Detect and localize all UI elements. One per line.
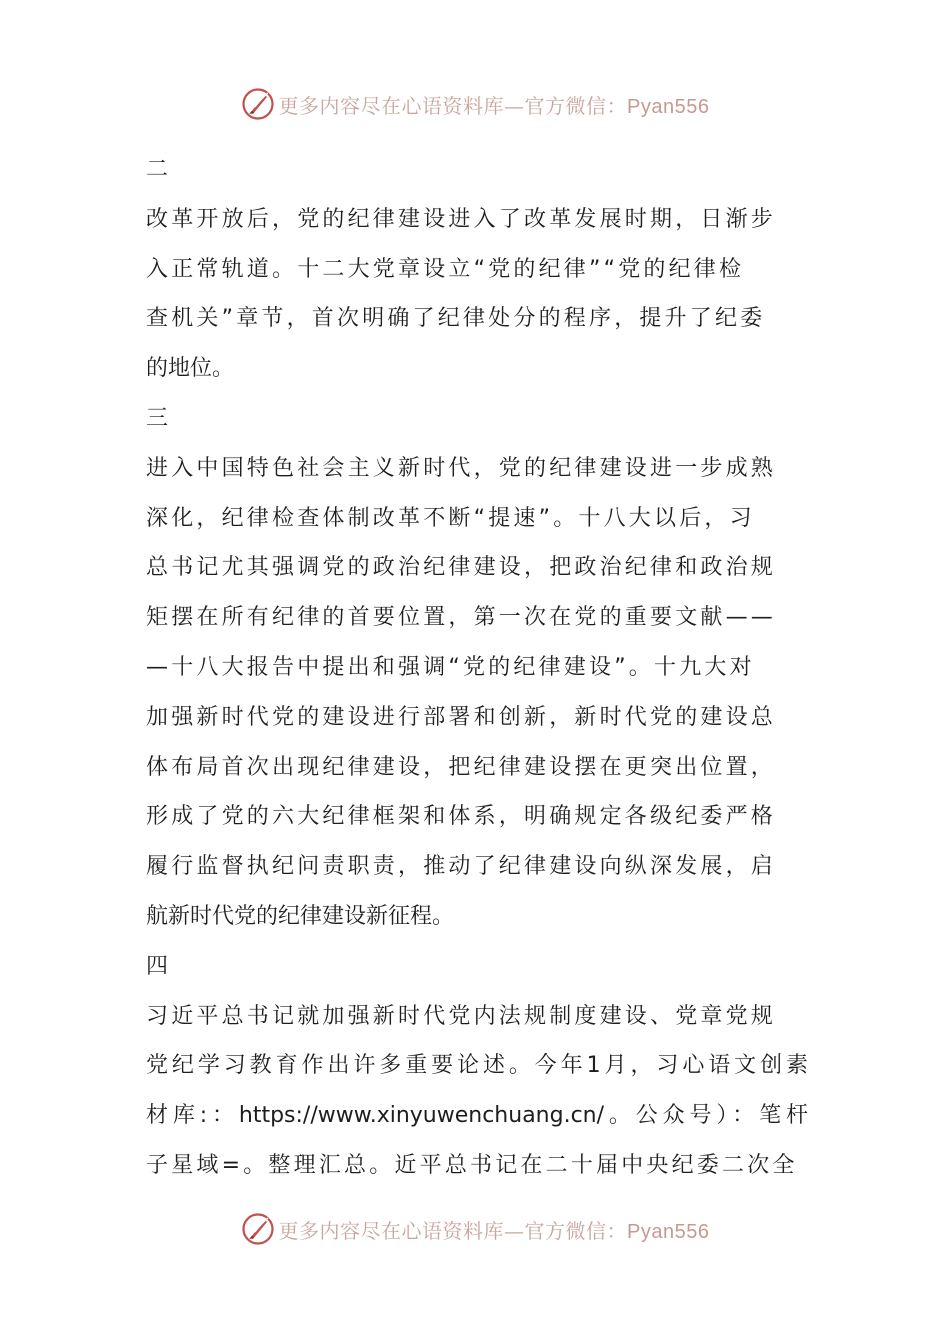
paragraph-line: —十八大报告中提出和强调“党的纪律建设”。十九大对 — [146, 654, 755, 680]
paragraph-line: 入正常轨道。十二大党章设立“党的纪律”“党的纪律检 — [146, 256, 745, 282]
header-watermark-banner — [0, 84, 950, 124]
paragraph-line: 的地位。 — [146, 356, 235, 382]
paragraph-line: 查机关”章节，首次明确了纪律处分的程序，提升了纪委 — [146, 306, 766, 332]
paragraph-line: 航新时代党的纪律建设新征程。 — [146, 903, 455, 929]
header-banner-text: 更多内容尽在心语资料库—官方微信：Pyan556 — [278, 93, 710, 118]
paragraph-line: 改革开放后，党的纪律建设进入了改革发展时期，日渐步 — [146, 206, 777, 232]
paragraph-line: 履行监督执纪问责职责，推动了纪律建设向纵深发展，启 — [146, 854, 777, 880]
quill-logo-icon — [241, 87, 275, 121]
quill-logo-icon — [241, 1212, 275, 1246]
paragraph-line: 总书记尤其强调党的政治纪律建设，把政治纪律和政治规 — [146, 555, 777, 581]
paragraph-line: 材库:：https://www.xinyuwenchuang.cn/。公众号）：笔杆 — [146, 1103, 808, 1129]
footer-banner-wechat-id: Pyan556 — [627, 1220, 710, 1243]
section-number: 二 — [146, 157, 169, 182]
footer-watermark-banner — [0, 1209, 950, 1249]
paragraph-line: 形成了党的六大纪律框架和体系，明确规定各级纪委严格 — [146, 804, 777, 830]
footer-banner-text: 更多内容尽在心语资料库—官方微信：Pyan556 — [278, 1218, 710, 1243]
header-banner-wechat-id: Pyan556 — [627, 95, 710, 118]
paragraph-line: 子星域=。整理汇总。近平总书记在二十届中央纪委二次全 — [146, 1152, 798, 1178]
paragraph-line: 矩摆在所有纪律的首要位置，第一次在党的重要文献—— — [146, 605, 777, 631]
paragraph-line: 进入中国特色社会主义新时代，党的纪律建设进一步成熟 — [146, 455, 777, 481]
paragraph-line: 党纪学习教育作出许多重要论述。今年1月，习心语文创素 — [146, 1053, 808, 1079]
paragraph-line: 加强新时代党的建设进行部署和创新，新时代党的建设总 — [146, 704, 777, 730]
section-number: 四 — [146, 953, 169, 979]
paragraph-line: 习近平总书记就加强新时代党内法规制度建设、党章党规 — [146, 1003, 777, 1029]
document-body — [146, 145, 808, 1191]
paragraph-line: 体布局首次出现纪律建设，把纪律建设摆在更突出位置， — [146, 754, 777, 780]
paragraph-line: 深化，纪律检查体制改革不断“提速”。十八大以后，习 — [146, 505, 755, 531]
section-number: 三 — [146, 405, 169, 431]
